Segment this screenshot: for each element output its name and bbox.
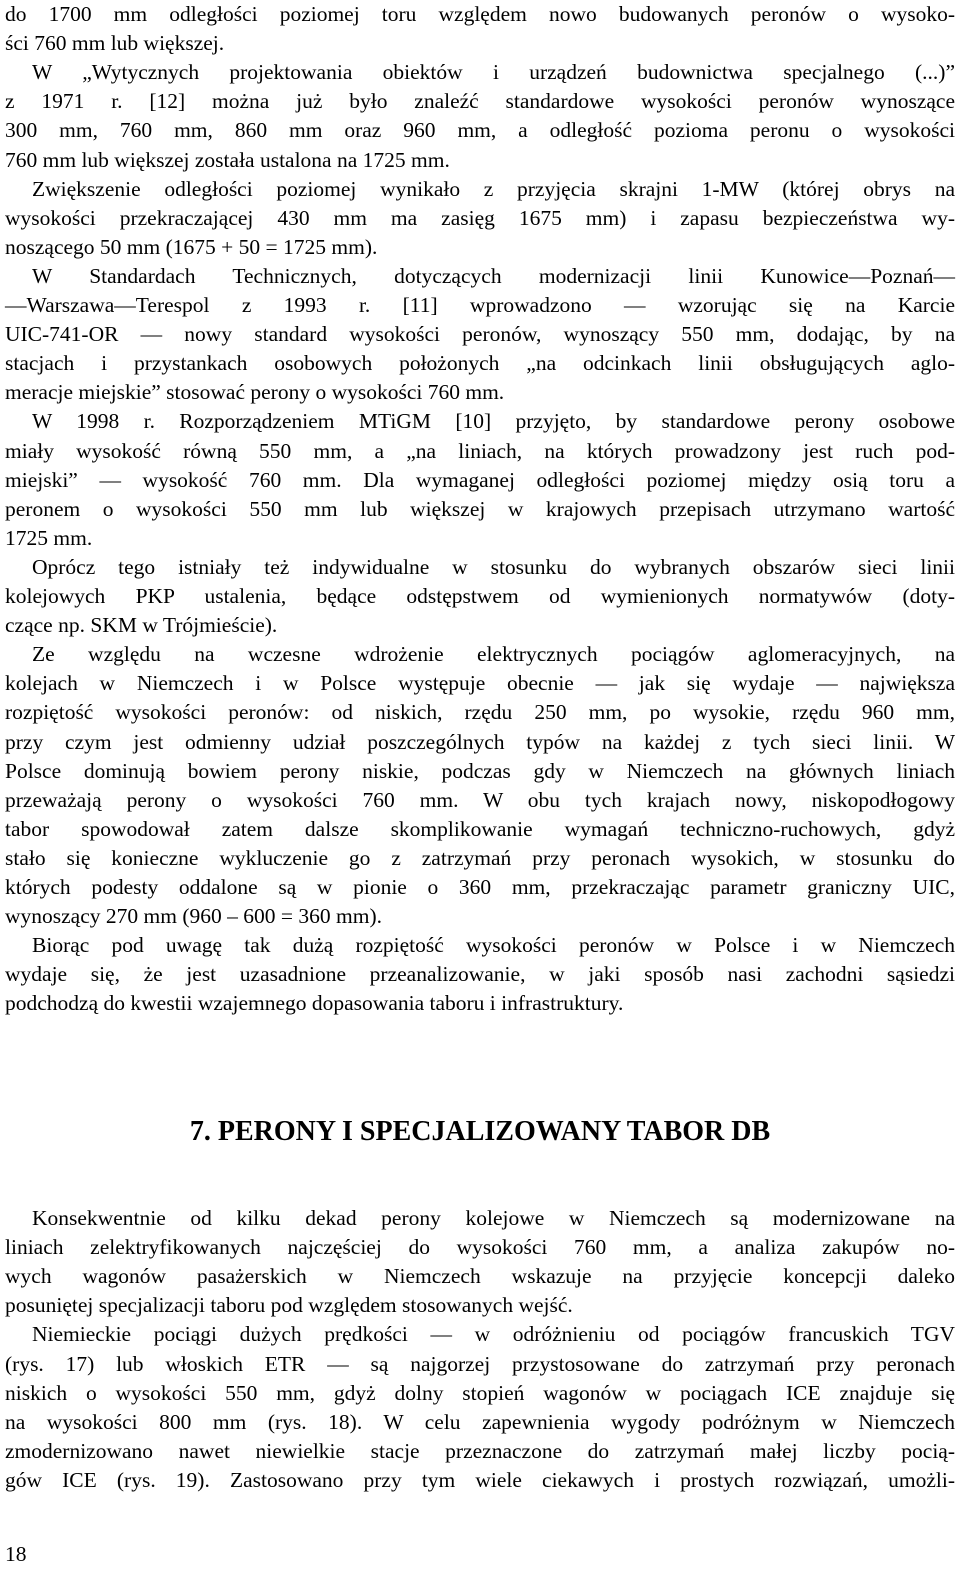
text-line: przeważają perony o wysokości 760 mm. W obu tych krajach nowy, niskopodłogowy [5,787,955,812]
text-line: UIC-741-OR — nowy standard wysokości peronów, wynoszący 550 mm, dodając, by na [5,322,955,347]
text-line: 300 mm, 760 mm, 860 mm oraz 960 mm, a odległość pozioma peronu o wysokości [5,118,955,143]
text-line: Biorąc pod uwagę tak dużą rozpiętość wysokości peronów w Polsce i w Niemczech [32,933,955,958]
text-line: na wysokości 800 mm (rys. 18). W celu zapewnienia wygody podróżnym w Niemczech [5,1409,955,1434]
text-line: stacjach i przystankach osobowych położonych „na odcinkach linii obsługujących aglo- [5,351,955,376]
text-line: miejski” — wysokość 760 mm. Dla wymaganej odległości poziomej między osią toru a [5,467,955,492]
text-line: W „Wytycznych projektowania obiektów i urządzeń budownictwa specjalnego (...)” [32,60,955,85]
text-line: z 1971 r. [12] można już było znaleźć standardowe wysokości peronów wynoszące [5,89,955,114]
text-line: meracje miejskie” stosować perony o wysokości 760 mm. [5,380,505,405]
text-line: Konsekwentnie od kilku dekad perony kolejowe w Niemczech są modernizowane na [32,1206,955,1230]
text-line: Oprócz tego istniały też indywidualne w stosunku do wybranych obszarów sieci linii [32,554,955,579]
text-line: niskich o wysokości 550 mm, gdyż dolny stopień wagonów w pociągach ICE znajduje się [5,1380,955,1405]
text-line: podchodzą do kwestii wzajemnego dopasowania taboru i infrastruktury. [5,991,624,1016]
text-line: —Warszawa—Terespol z 1993 r. [11] wprowadzono — wzorując się na Karcie [5,293,955,317]
text-line: wych wagonów pasażerskich w Niemczech wskazuje na przyjęcie koncepcji daleko [5,1264,955,1289]
text-line: posuniętej specjalizacji taboru pod względem stosowanych wejść. [5,1293,573,1318]
text-line: Ze względu na wczesne wdrożenie elektrycznych pociągów aglomeracyjnych, na [32,642,955,667]
text-line: kolejowych PKP ustalenia, będące odstępstwem od wymienionych normatywów (doty- [5,584,955,608]
text-line: kolejach w Niemczech i w Polsce występuje obecnie — jak się wydaje — największa [5,671,955,696]
text-line: czące np. SKM w Trójmieście). [5,613,278,638]
text-line: gów ICE (rys. 19). Zastosowano przy tym wiele ciekawych i prostych rozwiązań, umożli- [5,1467,955,1492]
text-line: peronem o wysokości 550 mm lub większej w krajowych przepisach utrzymano wartość [5,496,955,521]
text-line: wysokości przekraczającej 430 mm ma zasięg 1675 mm) i zapasu bezpieczeństwa wy- [5,205,955,230]
text-line: wydaje się, że jest uzasadnione przeanalizowanie, w jaki sposób nasi zachodni sąsiedzi [5,962,955,987]
text-line: miały wysokość równą 550 mm, a „na liniach, na których prowadzony jest ruch pod- [5,438,955,463]
text-line: ści 760 mm lub większej. [5,31,225,56]
section-heading: 7. PERONY I SPECJALIZOWANY TABOR DB [189,1116,771,1147]
text-line: których podesty oddalone są w pionie o 360 mm, przekraczając parametr graniczny UIC, [5,875,955,899]
text-line: Niemieckie pociągi dużych prędkości — w odróżnieniu od pociągów francuskich TGV [32,1322,955,1347]
text-line: (rys. 17) lub włoskich ETR — są najgorzej przystosowane do zatrzymań przy peronach [5,1351,955,1376]
text-line: tabor spowodował zatem dalsze skomplikowanie wymagań techniczno-ruchowych, gdyż [5,816,955,841]
text-line: do 1700 mm odległości poziomej toru względem nowo budowanych peronów o wysoko- [5,2,955,26]
text-line: przy czym jest odmienny udział poszczególnych typów na każdej z tych sieci linii. W [5,729,955,754]
text-line: liniach zelektryfikowanych najczęściej do wysokości 760 mm, a analiza zakupów no- [5,1235,955,1260]
text-line: W 1998 r. Rozporządzeniem MTiGM [10] przyjęto, by standardowe perony osobowe [32,409,955,434]
text-line: 760 mm lub większej została ustalona na 1725 mm. [5,147,450,172]
text-line: 1725 mm. [5,525,93,550]
text-line: noszącego 50 mm (1675 + 50 = 1725 mm). [5,234,378,259]
text-line: zmodernizowano nawet niewielkie stacje przeznaczone do zatrzymań małej liczby pocią- [5,1438,955,1463]
text-line: rozpiętość wysokości peronów: od niskich, rzędu 250 mm, po wysokie, rzędu 960 mm, [5,700,955,725]
text-line: W Standardach Technicznych, dotyczących modernizacji linii Kunowice—Poznań— [32,263,955,288]
text-line: wynoszący 270 mm (960 – 600 = 360 mm). [5,904,382,929]
page-number: 18 [5,1542,27,1566]
text-line: stało się konieczne wykluczenie go z zatrzymań przy peronach wysokich, w stosunku do [5,845,955,870]
text-line: Polsce dominują bowiem perony niskie, podczas gdy w Niemczech na głównych liniach [5,758,955,783]
text-line: Zwiększenie odległości poziomej wynikało z przyjęcia skrajni 1-MW (której obrys na [32,176,955,201]
